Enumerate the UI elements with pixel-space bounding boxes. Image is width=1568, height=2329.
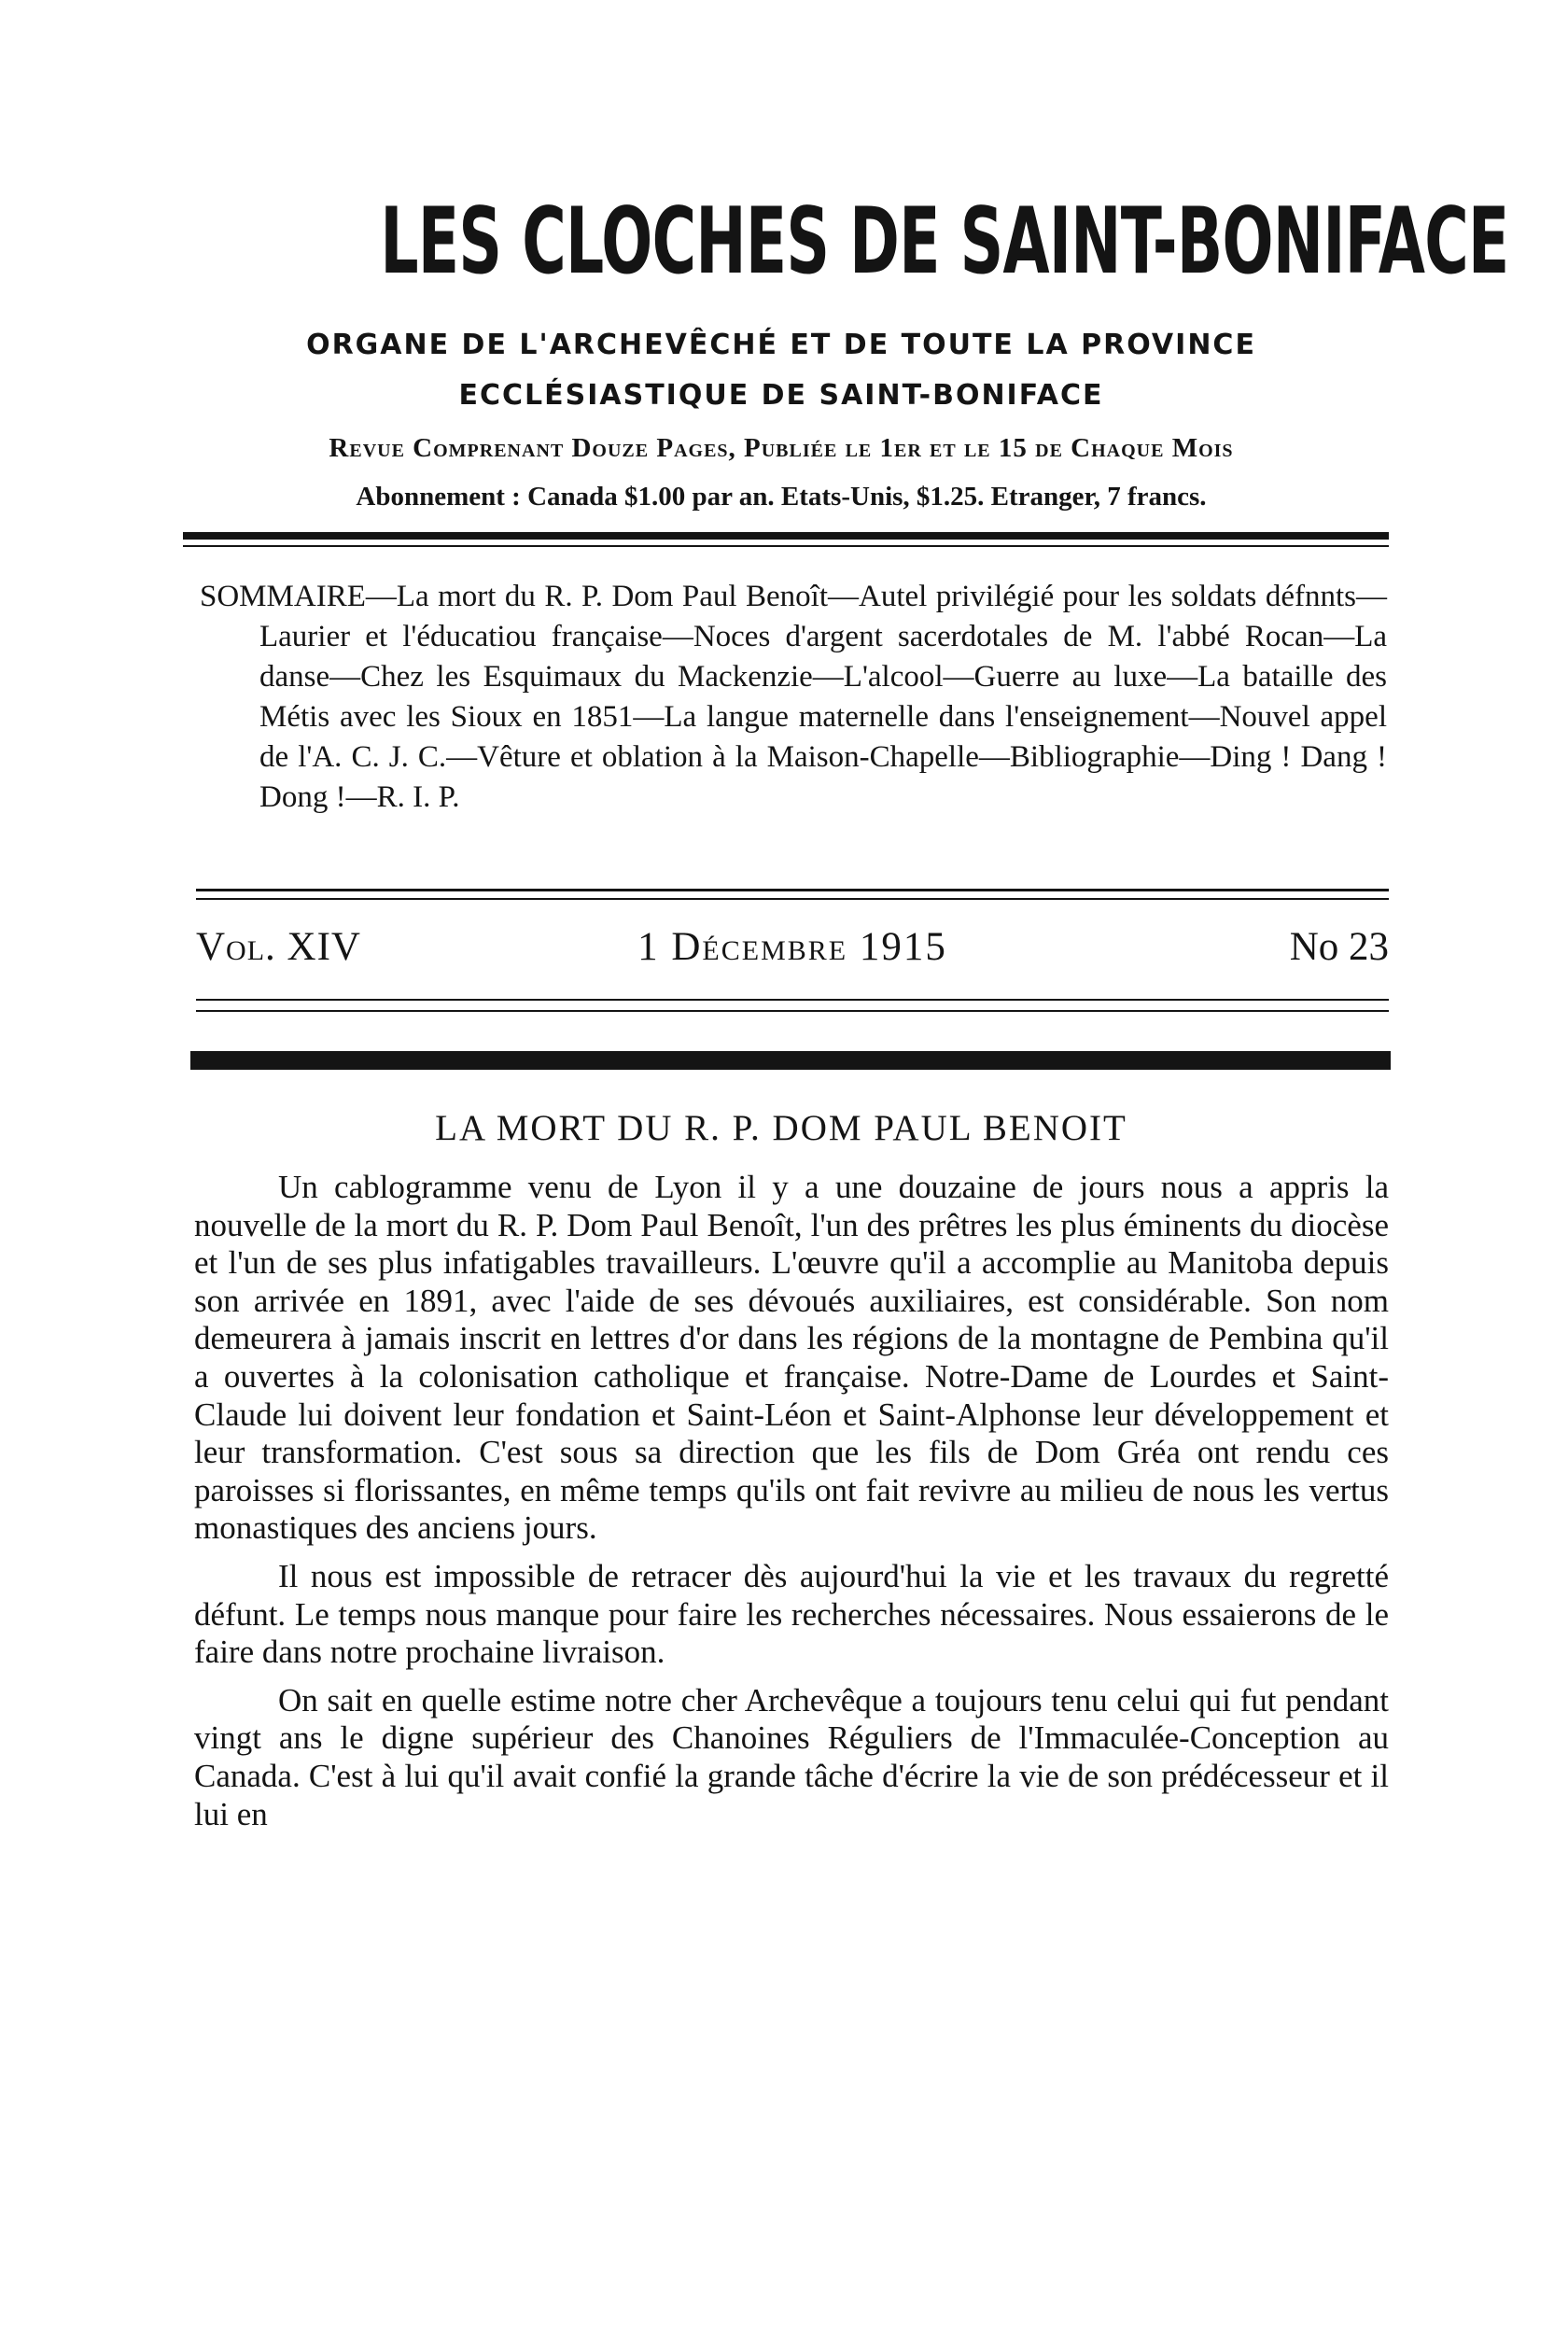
article-paragraph: On sait en quelle estime notre cher Archevêque a toujours tenu celui qui fut pendant vingt ans le digne supérieur des Chanoines Réguliers de l'Immaculée-Conception au Canada. C'est à lui qu'il avait confié la grande tâche d'écrire la vie de son prédécesseur et il lui en — [194, 1681, 1389, 1832]
issue-rule-upper — [196, 999, 1389, 1001]
article-body — [194, 1169, 1389, 1844]
volume-label: Vol. XIV — [196, 925, 361, 969]
article-paragraph: Il nous est impossible de retracer dès aujourd'hui la vie et les travaux du regretté défunt. Le temps nous manque pour faire les recherches nécessaires. Nous essaierons de le faire dans notre prochaine livraison. — [194, 1557, 1389, 1671]
issue-number: No 23 — [1289, 925, 1389, 969]
summary-block: SOMMAIRE—La mort du R. P. Dom Paul Benoît—Autel privilégié pour les soldats défnnts—Laurier et l'éducatiou française—Noces d'argent sacerdotales de M. l'abbé Rocan—La danse—Chez les Esquimaux du Mackenzie—L'alcool—Guerre au luxe—La bataille des Métis avec les Sioux en 1851—La langue maternelle dans l'enseignement—Nouvel appel de l'A. C. J. C.—Vêture et oblation à la Maison-Chapelle—Bibliographie—Ding ! Dang ! Dong !—R. I. P. — [200, 580, 1387, 814]
issue-line — [196, 924, 1389, 975]
issue-rule-lower — [196, 1010, 1389, 1012]
masthead-title: LES CLOCHES DE SAINT-BONIFACE — [380, 189, 1509, 295]
summary-rule-upper — [196, 889, 1389, 891]
summary-rule-lower — [196, 898, 1389, 900]
issue-date: 1 Décembre 1915 — [637, 925, 947, 969]
article-heavy-bar — [190, 1051, 1391, 1070]
article-paragraph: Un cablogramme venu de Lyon il y a une douzaine de jours nous a appris la nouvelle de la mort du R. P. Dom Paul Benoît, l'un des prêtres les plus éminents du diocèse et l'un de ses plus infatigables travailleurs. L'œuvre qu'il a accomplie au Manitoba depuis son arrivée en 1891, avec l'aide de ses dévoués auxiliaires, est considérable. Son nom demeurera à jamais inscrit en lettres d'or dans les régions de la montagne de Pembina qu'il a ouvertes à la colonisation catholique et française. Notre-Dame de Lourdes et Saint-Claude lui doivent leur fondation et Saint-Léon et Saint-Alphonse leur développement et leur transformation. C'est sous sa direction que les fils de Dom Gréa ont rendu ces paroisses si florissantes, en même temps qu'ils ont fait revivre au milieu de nous les vertus monastiques des anciens jours. — [194, 1169, 1389, 1547]
masthead-subtitle-line1: ORGANE DE L'ARCHEVÊCHÉ ET DE TOUTE LA PROVINCE — [306, 329, 1256, 361]
header-rule-thick — [183, 532, 1389, 540]
header-rule-thin — [183, 545, 1389, 547]
masthead-subtitle-line2: ECCLÉSIASTIQUE DE SAINT-BONIFACE — [458, 379, 1104, 412]
publication-frequency-line: Revue Comprenant Douze Pages, Publiée le 1er et le 15 de Chaque Mois — [329, 433, 1234, 463]
subscription-rates-line: Abonnement : Canada $1.00 par an. Etats-Unis, $1.25. Etranger, 7 francs. — [356, 482, 1207, 512]
article-title: LA MORT DU R. P. DOM PAUL BENOIT — [435, 1108, 1127, 1148]
